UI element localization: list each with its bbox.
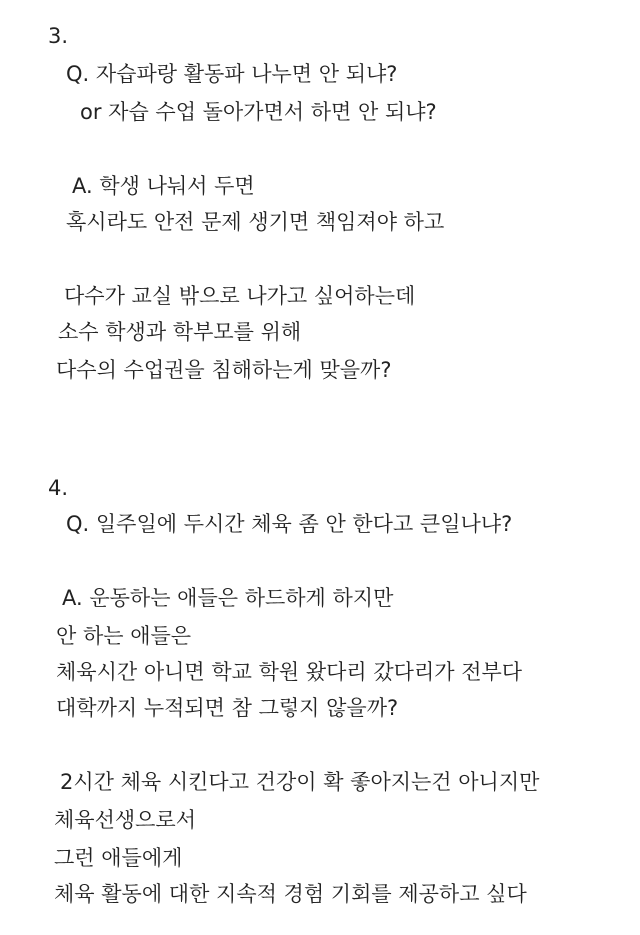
answer-line: 그런 애들에게 — [54, 846, 183, 870]
question-line: Q. 자습파랑 활동파 나누면 안 되냐? — [66, 62, 398, 86]
answer-line: 안 하는 애들은 — [56, 624, 192, 648]
answer-line: 다수가 교실 밖으로 나가고 싶어하는데 — [64, 284, 416, 308]
answer-line: 체육선생으로서 — [54, 808, 197, 832]
answer-line: A. 운동하는 애들은 하드하게 하지만 — [62, 586, 394, 610]
answer-line: 체육 활동에 대한 지속적 경험 기회를 제공하고 싶다 — [54, 882, 527, 906]
question-line: Q. 일주일에 두시간 체육 좀 안 한다고 큰일나냐? — [66, 512, 513, 536]
answer-line: 2시간 체육 시킨다고 건강이 확 좋아지는건 아니지만 — [60, 770, 540, 794]
answer-line: 다수의 수업권을 침해하는게 맞을까? — [56, 358, 392, 382]
answer-line: 혹시라도 안전 문제 생기면 책임져야 하고 — [66, 210, 445, 234]
answer-line: 체육시간 아니면 학교 학원 왔다리 갔다리가 전부다 — [56, 660, 523, 684]
answer-line: 대학까지 누적되면 참 그렇지 않을까? — [56, 696, 399, 720]
section-number-4: 4. — [48, 476, 69, 500]
section-number-3: 3. — [48, 24, 69, 48]
question-line: or 자습 수업 돌아가면서 하면 안 되냐? — [80, 100, 437, 124]
answer-line: A. 학생 나눠서 두면 — [72, 174, 255, 198]
answer-line: 소수 학생과 학부모를 위해 — [58, 320, 302, 344]
